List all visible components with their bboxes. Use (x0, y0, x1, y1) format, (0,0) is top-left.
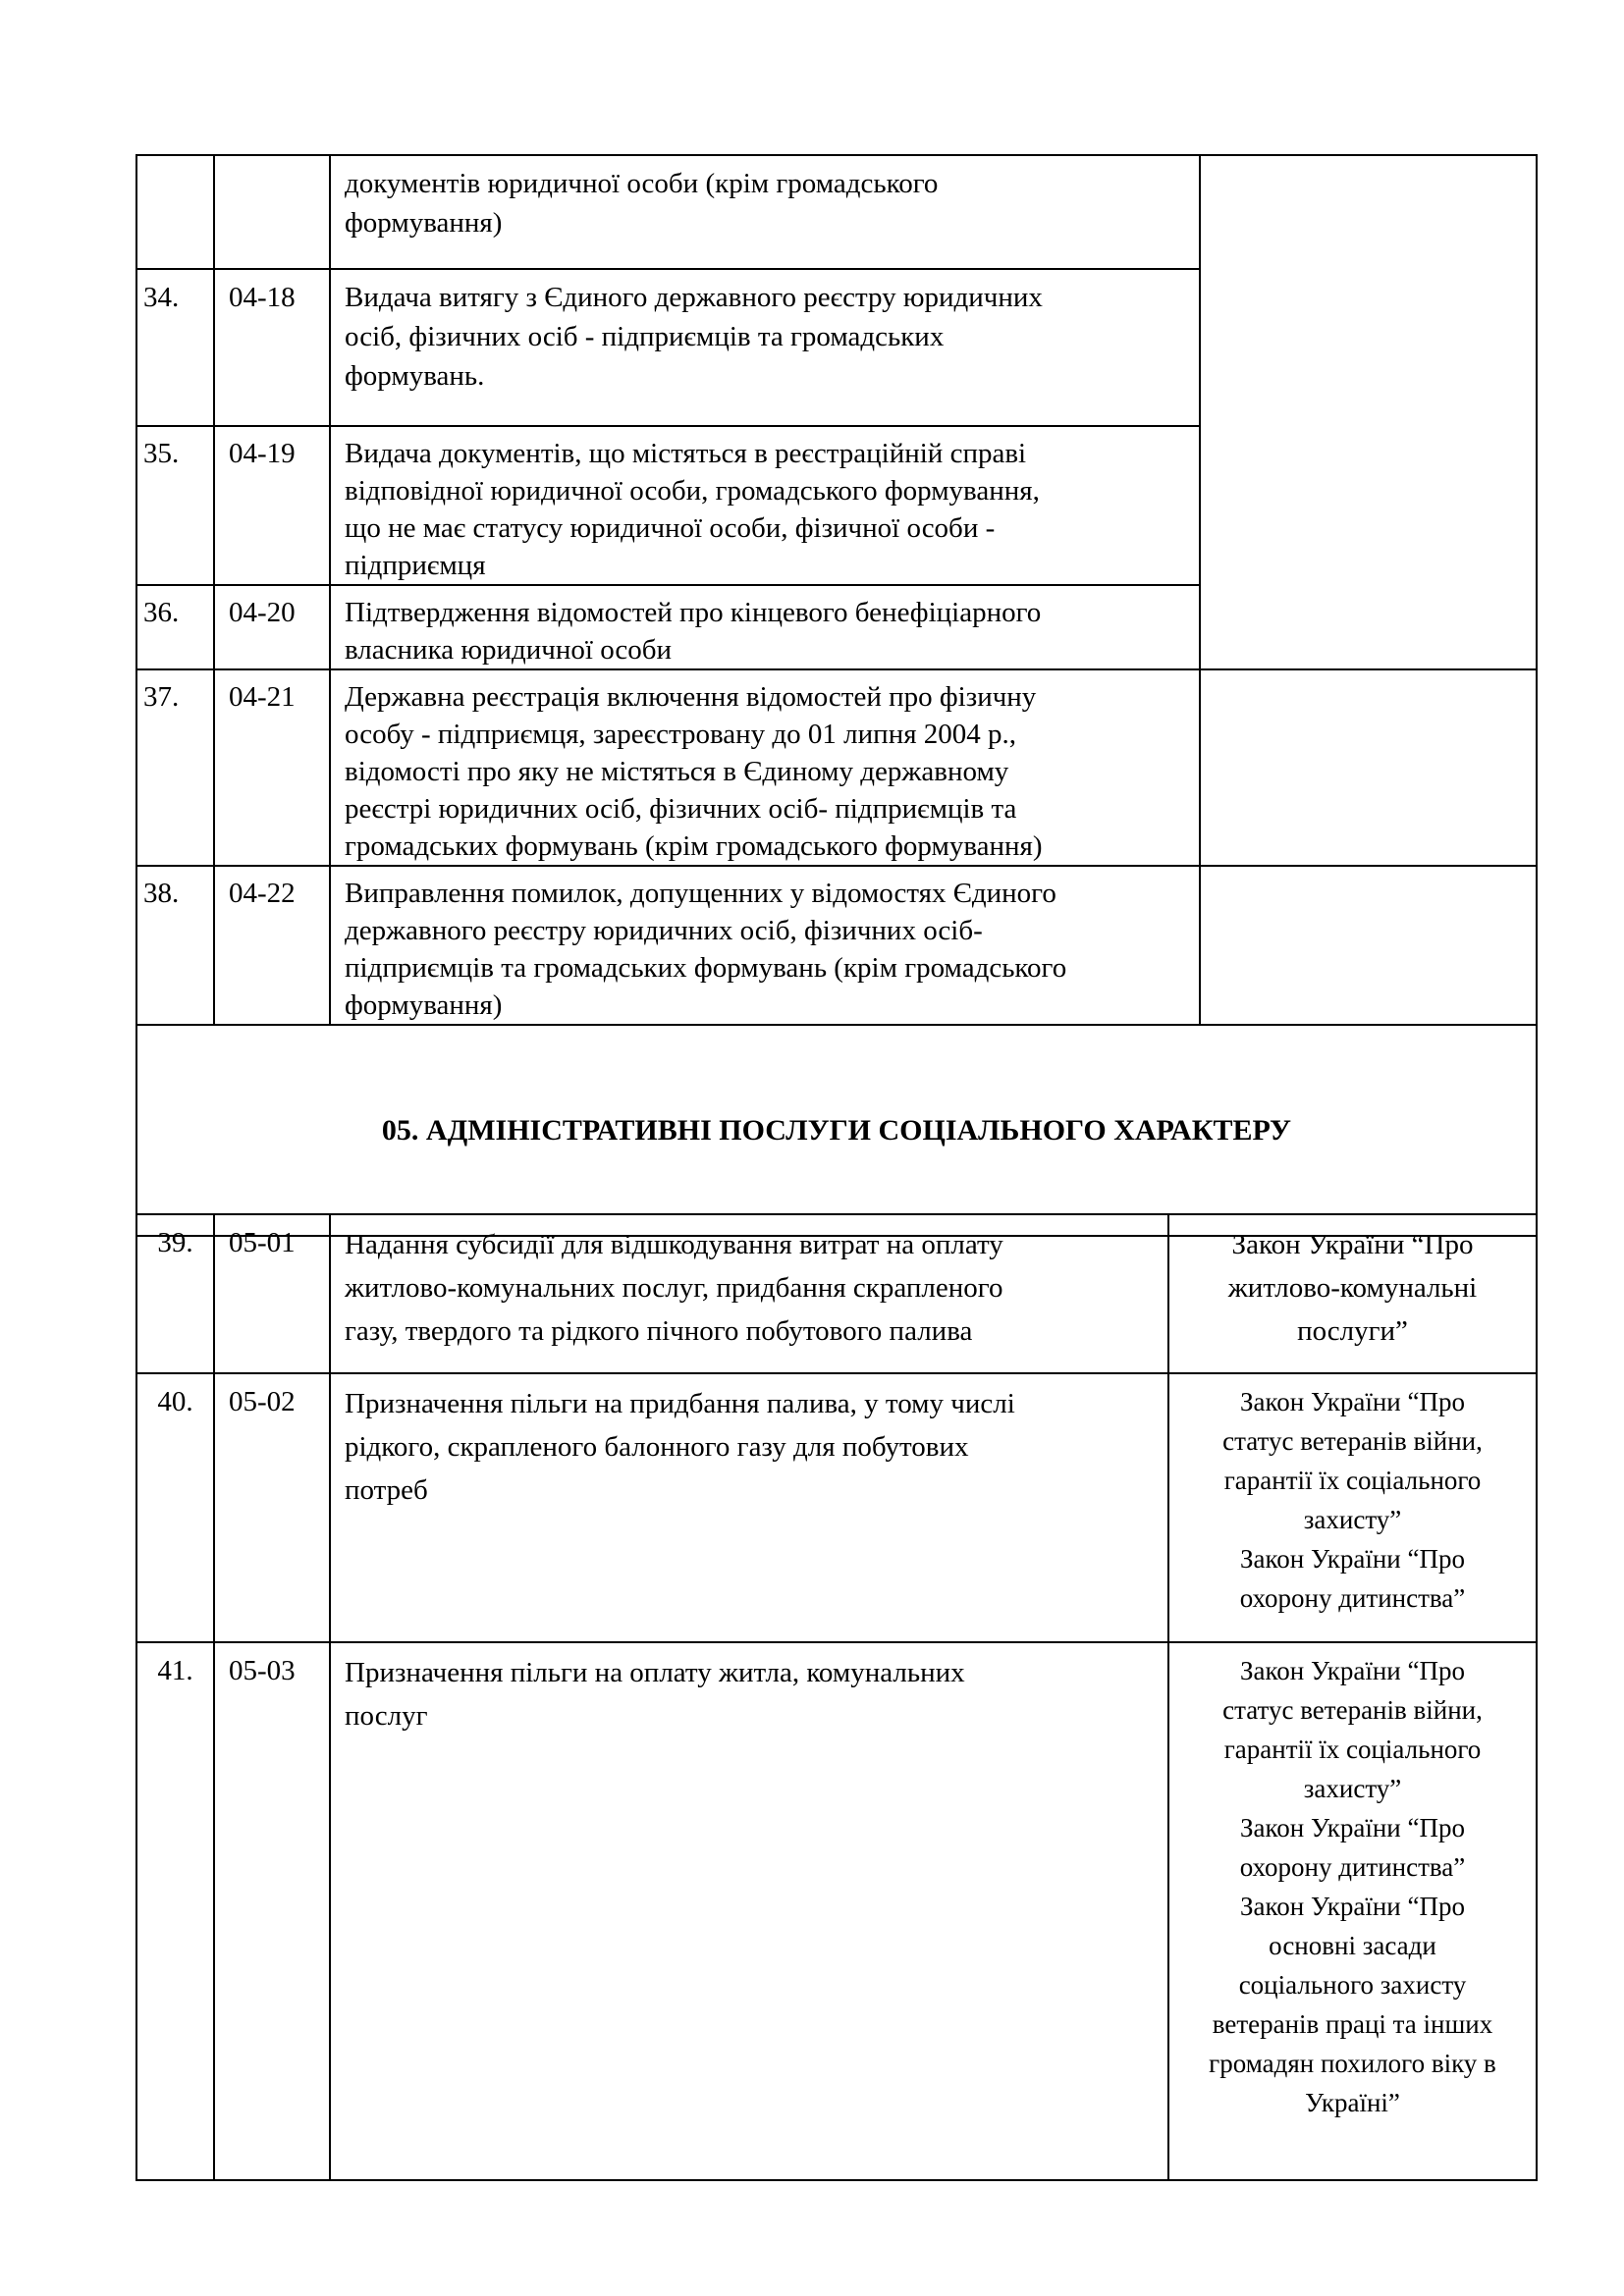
service-description-cell: Надання субсидії для відшкодування витрат на оплату житлово-комунальних послуг, придбання скрапленого газу, твердого та рідкого пічного побутового палива (330, 1214, 1168, 1373)
law-line: охорону дитинства” (1239, 1583, 1466, 1613)
row-number-cell: 34. (136, 269, 214, 426)
law-line: охорону дитинства” (1239, 1852, 1466, 1882)
section-title: 05. АДМІНІСТРАТИВНІ ПОСЛУГИ СОЦІАЛЬНОГО ХАРАКТЕРУ (136, 1025, 1537, 1236)
law-line: захисту” (1303, 1774, 1402, 1803)
law-reference-cell (1168, 1373, 1537, 1642)
law-line: основні засади (1269, 1931, 1436, 1960)
table-row (136, 155, 1537, 269)
law-line: статус ветеранів війни, (1222, 1426, 1483, 1456)
law-line: гарантії їх соціального (1223, 1735, 1482, 1764)
law-line: статус ветеранів війни, (1222, 1695, 1483, 1725)
law-line: Закон України “Про (1240, 1892, 1465, 1921)
row-number-cell: 40. (136, 1373, 214, 1642)
table-row (136, 866, 1537, 1025)
service-code-cell: 04-22 (214, 866, 330, 1025)
service-code-cell: 04-18 (214, 269, 330, 426)
law-line: Україні” (1305, 2088, 1400, 2117)
service-code-cell (214, 155, 330, 269)
table-row (136, 669, 1537, 866)
service-description-cell: Державна реєстрація включення відомостей про фізичну особу - підприємця, зареєстровану до 01 липня 2004 р., відомості про яку не містяться в Єдиному державному реєстрі юридичних осіб, фізичних осіб- підприємців та громадських формувань (крім громадського формування) (330, 669, 1200, 866)
law-line: Закон України “Про (1231, 1229, 1474, 1260)
service-code-cell: 05-01 (214, 1214, 330, 1373)
law-line: Закон України “Про (1240, 1813, 1465, 1842)
law-line: захисту” (1303, 1505, 1402, 1534)
law-line: Закон України “Про (1240, 1387, 1465, 1416)
service-description-cell: Виправлення помилок, допущенних у відомостях Єдиного державного реєстру юридичних осіб, фізичних осіб- підприємців та громадських формувань (крім громадського формування) (330, 866, 1200, 1025)
services-table-05 (135, 1213, 1538, 2181)
law-line: соціального захисту (1238, 1970, 1467, 2000)
service-code-cell: 04-19 (214, 426, 330, 585)
service-code-cell: 04-20 (214, 585, 330, 669)
law-line: житлово-комунальні (1227, 1272, 1478, 1304)
law-line: Закон України “Про (1240, 1544, 1465, 1574)
service-code-cell: 05-02 (214, 1373, 330, 1642)
service-description-cell: Видача витягу з Єдиного державного реєстру юридичних осіб, фізичних осіб - підприємців та громадських формувань. (330, 269, 1200, 426)
table-row (136, 1214, 1537, 1373)
row-number-cell: 38. (136, 866, 214, 1025)
row-number-cell (136, 155, 214, 269)
service-description-cell: Призначення пільги на придбання палива, у тому числі рідкого, скрапленого балонного газу для побутових потреб (330, 1373, 1168, 1642)
table-row (136, 1642, 1537, 2180)
law-line: послуги” (1297, 1315, 1408, 1347)
service-description-cell: Видача документів, що містяться в реєстраційній справі відповідної юридичної особи, громадського формування, що не має статусу юридичної особи, фізичної особи - підприємця (330, 426, 1200, 585)
service-code-cell: 04-21 (214, 669, 330, 866)
service-description-cell: Підтвердження відомостей про кінцевого бенефіціарного власника юридичної особи (330, 585, 1200, 669)
row-number-cell: 37. (136, 669, 214, 866)
law-line: гарантії їх соціального (1223, 1466, 1482, 1495)
section-header-row (136, 1025, 1537, 1236)
law-reference-cell (1168, 1214, 1537, 1373)
row-number-cell: 39. (136, 1214, 214, 1373)
services-table-04 (135, 154, 1538, 1237)
law-line: громадян похилого віку в (1209, 2049, 1496, 2078)
law-reference-cell (1168, 1642, 1537, 2180)
law-line: Закон України “Про (1240, 1656, 1465, 1685)
table-row (136, 1373, 1537, 1642)
row-number-cell: 35. (136, 426, 214, 585)
law-line: ветеранів праці та інших (1212, 2009, 1493, 2039)
service-code-cell: 05-03 (214, 1642, 330, 2180)
service-description-cell: Призначення пільги на оплату житла, комунальних послуг (330, 1642, 1168, 2180)
law-cell-empty (1200, 669, 1537, 866)
law-cell-empty (1200, 155, 1537, 669)
service-description-cell: документів юридичної особи (крім громадського формування) (330, 155, 1200, 269)
row-number-cell: 41. (136, 1642, 214, 2180)
row-number-cell: 36. (136, 585, 214, 669)
law-cell-empty (1200, 866, 1537, 1025)
